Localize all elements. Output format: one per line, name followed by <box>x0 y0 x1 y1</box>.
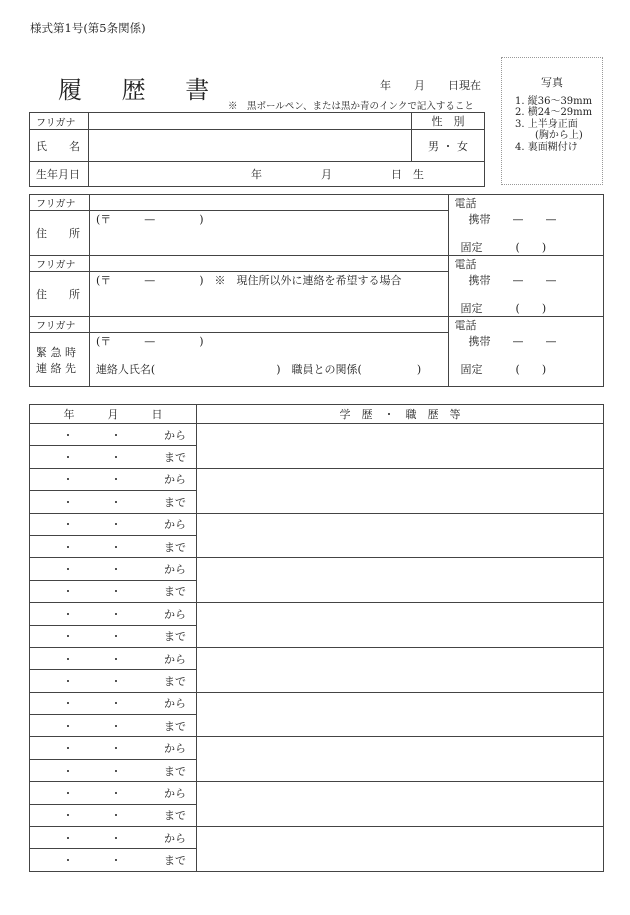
photo-box <box>501 57 603 185</box>
history-date-cell[interactable]: ・ ・ から <box>30 424 197 446</box>
gender-label: 性 別 <box>412 113 485 130</box>
alt-address-furigana-field[interactable] <box>89 256 448 272</box>
address-field[interactable]: (〒 — ) <box>89 211 448 256</box>
address-furigana-field[interactable] <box>89 195 448 211</box>
history-date-cell[interactable]: ・ ・ から <box>30 603 197 625</box>
address-furigana-label: フリガナ <box>30 195 90 211</box>
history-text-header: 学 歴 ・ 職 歴 等 <box>197 405 604 424</box>
dob-field[interactable]: 年 月 日 生 <box>89 162 485 187</box>
emergency-field[interactable]: (〒 — ) 連絡人氏名( ) 職員との関係( ) <box>89 333 448 387</box>
history-text-cell[interactable] <box>197 692 604 737</box>
alt-address-field[interactable]: (〒 — ) ※ 現住所以外に連絡を希望する場合 <box>89 272 448 317</box>
history-date-cell[interactable]: ・ ・ まで <box>30 446 197 468</box>
table-row <box>30 558 604 580</box>
history-date-cell[interactable]: ・ ・ まで <box>30 491 197 513</box>
emergency-label: 緊 急 時 連 絡 先 <box>30 333 90 387</box>
history-date-cell[interactable]: ・ ・ から <box>30 647 197 669</box>
history-date-cell[interactable]: ・ ・ まで <box>30 849 197 871</box>
page-title: 履 歴 書 <box>58 76 226 104</box>
furigana-label: フリガナ <box>30 113 89 130</box>
history-date-cell[interactable]: ・ ・ まで <box>30 625 197 647</box>
history-date-cell[interactable]: ・ ・ から <box>30 737 197 759</box>
history-text-cell[interactable] <box>197 424 604 469</box>
history-text-cell[interactable] <box>197 827 604 872</box>
history-date-cell[interactable]: ・ ・ まで <box>30 580 197 602</box>
history-date-cell[interactable]: ・ ・ から <box>30 827 197 849</box>
dob-label: 生年月日 <box>30 162 89 187</box>
table-row <box>30 827 604 849</box>
history-text-cell[interactable] <box>197 558 604 603</box>
table-row <box>30 424 604 446</box>
history-date-cell[interactable]: ・ ・ から <box>30 558 197 580</box>
address-table <box>29 194 604 387</box>
emergency-furigana-field[interactable] <box>89 317 448 333</box>
alt-phone-cell[interactable]: 電話 携帯 — — 固定 ( ) <box>448 256 603 317</box>
form-id: 様式第1号(第5条関係) <box>30 21 146 35</box>
history-date-cell[interactable]: ・ ・ から <box>30 468 197 490</box>
history-date-cell[interactable]: ・ ・ から <box>30 782 197 804</box>
history-text-cell[interactable] <box>197 468 604 513</box>
date-now: 年 月 日現在 <box>380 79 481 92</box>
gender-options[interactable]: 男 ・ 女 <box>412 130 485 162</box>
history-date-cell[interactable]: ・ ・ まで <box>30 715 197 737</box>
ink-note: ※ 黒ボールペン、または黒か青のインクで記入すること <box>228 101 474 112</box>
history-rows <box>30 424 604 872</box>
history-text-cell[interactable] <box>197 603 604 648</box>
personal-info-table <box>29 112 485 187</box>
history-date-cell[interactable]: ・ ・ から <box>30 513 197 535</box>
history-date-cell[interactable]: ・ ・ まで <box>30 804 197 826</box>
photo-requirements: 1. 縦36～39mm 2. 横24～29mm 3. 上半身正面 (胸から上) 4. 裏面糊付け <box>515 96 593 153</box>
history-text-cell[interactable] <box>197 513 604 558</box>
table-row <box>30 737 604 759</box>
emergency-furigana-label: フリガナ <box>30 317 90 333</box>
emergency-phone-cell[interactable]: 電話 携帯 — — 固定 ( ) <box>448 317 603 387</box>
furigana-field[interactable] <box>89 113 412 130</box>
alt-address-label: 住 所 <box>30 272 90 317</box>
table-row <box>30 603 604 625</box>
history-date-cell[interactable]: ・ ・ まで <box>30 670 197 692</box>
history-date-cell[interactable]: ・ ・ まで <box>30 535 197 557</box>
history-text-cell[interactable] <box>197 647 604 692</box>
table-row <box>30 468 604 490</box>
phone-cell[interactable]: 電話 携帯 — — 固定 ( ) <box>448 195 603 256</box>
alt-address-furigana-label: フリガナ <box>30 256 90 272</box>
photo-title: 写真 <box>541 76 563 89</box>
name-label: 氏 名 <box>30 130 89 162</box>
address-label: 住 所 <box>30 211 90 256</box>
history-date-cell[interactable]: ・ ・ まで <box>30 759 197 781</box>
table-row <box>30 647 604 669</box>
table-row <box>30 782 604 804</box>
table-row <box>30 513 604 535</box>
history-date-cell[interactable]: ・ ・ から <box>30 692 197 714</box>
history-date-header: 年 月 日 <box>30 405 197 424</box>
history-table <box>29 404 604 872</box>
name-field[interactable] <box>89 130 412 162</box>
history-text-cell[interactable] <box>197 782 604 827</box>
table-row <box>30 692 604 714</box>
history-text-cell[interactable] <box>197 737 604 782</box>
